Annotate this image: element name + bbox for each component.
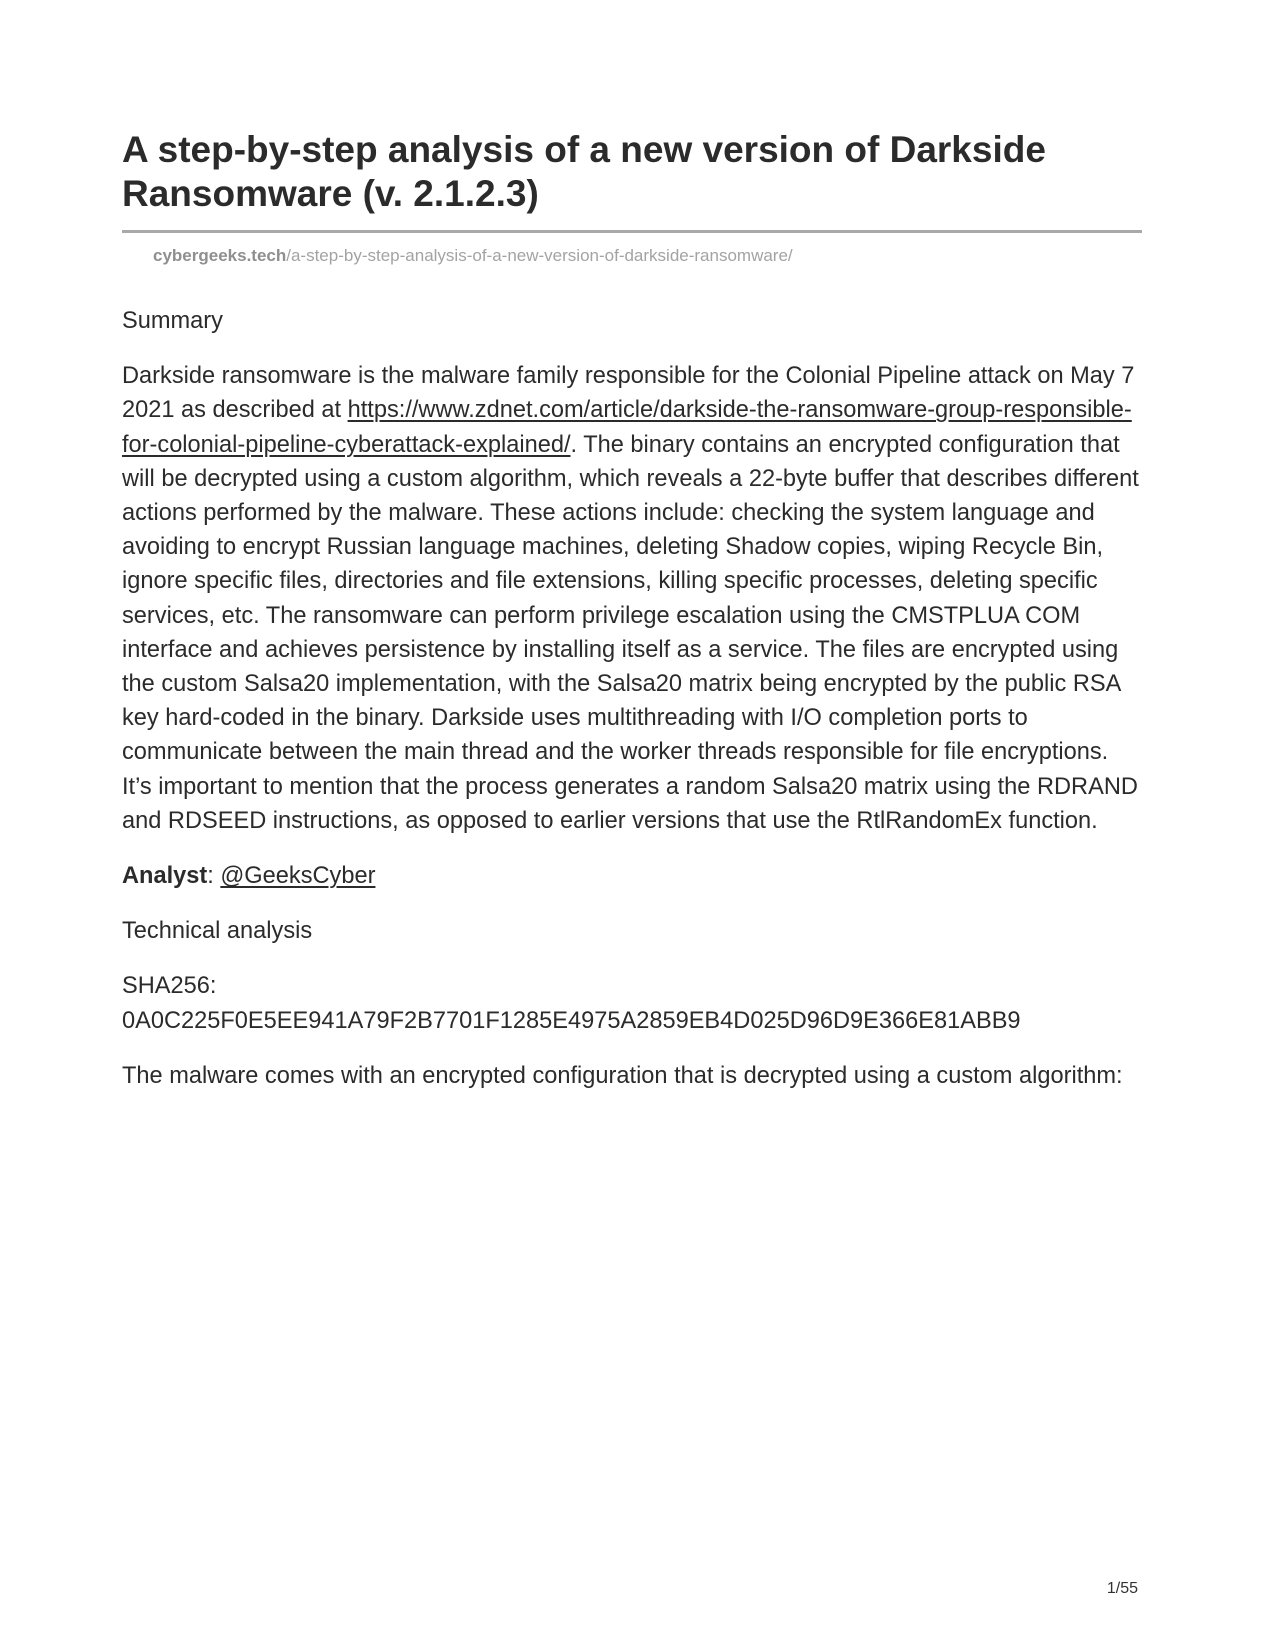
analyst-handle-link[interactable]: @GeeksCyber	[220, 863, 376, 890]
analyst-line	[122, 859, 1142, 893]
article	[122, 0, 1142, 1093]
source-domain: cybergeeks.tech	[153, 246, 287, 265]
summary-heading: Summary	[122, 308, 223, 334]
summary-text-start: Darkside ransomware is the malware family responsible for the Colonial Pipeline attack on May 7 2021 as described at	[122, 363, 1135, 424]
source-path: /a-step-by-step-analysis-of-a-new-version-of-darkside-ransomware/	[286, 246, 793, 265]
summary-paragraph	[122, 359, 1142, 838]
config-intro-paragraph: The malware comes with an encrypted configuration that is decrypted using a custom algorithm:	[122, 1062, 1123, 1089]
sha256-value: 0A0C225F0E5EE941A79F2B7701F1285E4975A2859EB4D025D96D9E366E81ABB9	[122, 1007, 1021, 1034]
source-url	[122, 245, 1142, 267]
sha256-block	[122, 969, 1142, 1037]
page-number: 1/55	[1106, 1580, 1138, 1597]
analyst-separator: :	[207, 863, 221, 890]
sha256-label: SHA256:	[122, 973, 217, 1000]
zdnet-article-link[interactable]: https://www.zdnet.com/article/darkside-the-ransomware-group-responsible-for-colonial-pipeline-cyberattack-explained/	[122, 397, 1132, 458]
technical-analysis-heading: Technical analysis	[122, 918, 313, 945]
page-title: A step-by-step analysis of a new version of Darkside Ransomware (v. 2.1.2.3)	[122, 129, 1046, 214]
analyst-label: Analyst	[122, 863, 208, 890]
title-divider	[122, 230, 1142, 233]
summary-text-rest: . The binary contains an encrypted configuration that will be decrypted using a custom algorithm, which reveals a 22-byte buffer that describes different actions performed by the malware. These actions include: checking the system language and avoiding to encrypt Russian language machines, deleting Shadow copies, wiping Recycle Bin, ignore specific files, directories and file extensions, killing specific processes, deleting specific services, etc. The ransomware can perform privilege escalation using the CMSTPLUA COM interface and achieves persistence by installing itself as a service. The files are encrypted using the custom Salsa20 implementation, with the Salsa20 matrix being encrypted by the public RSA key hard-coded in the binary. Darkside uses multithreading with I/O completion ports to communicate between the main thread and the worker threads responsible for file encryptions. It’s important to mention that the process generates a random Salsa20 matrix using the RDRAND and RDSEED instructions, as opposed to earlier versions that use the RtlRandomEx function.	[122, 431, 1139, 834]
